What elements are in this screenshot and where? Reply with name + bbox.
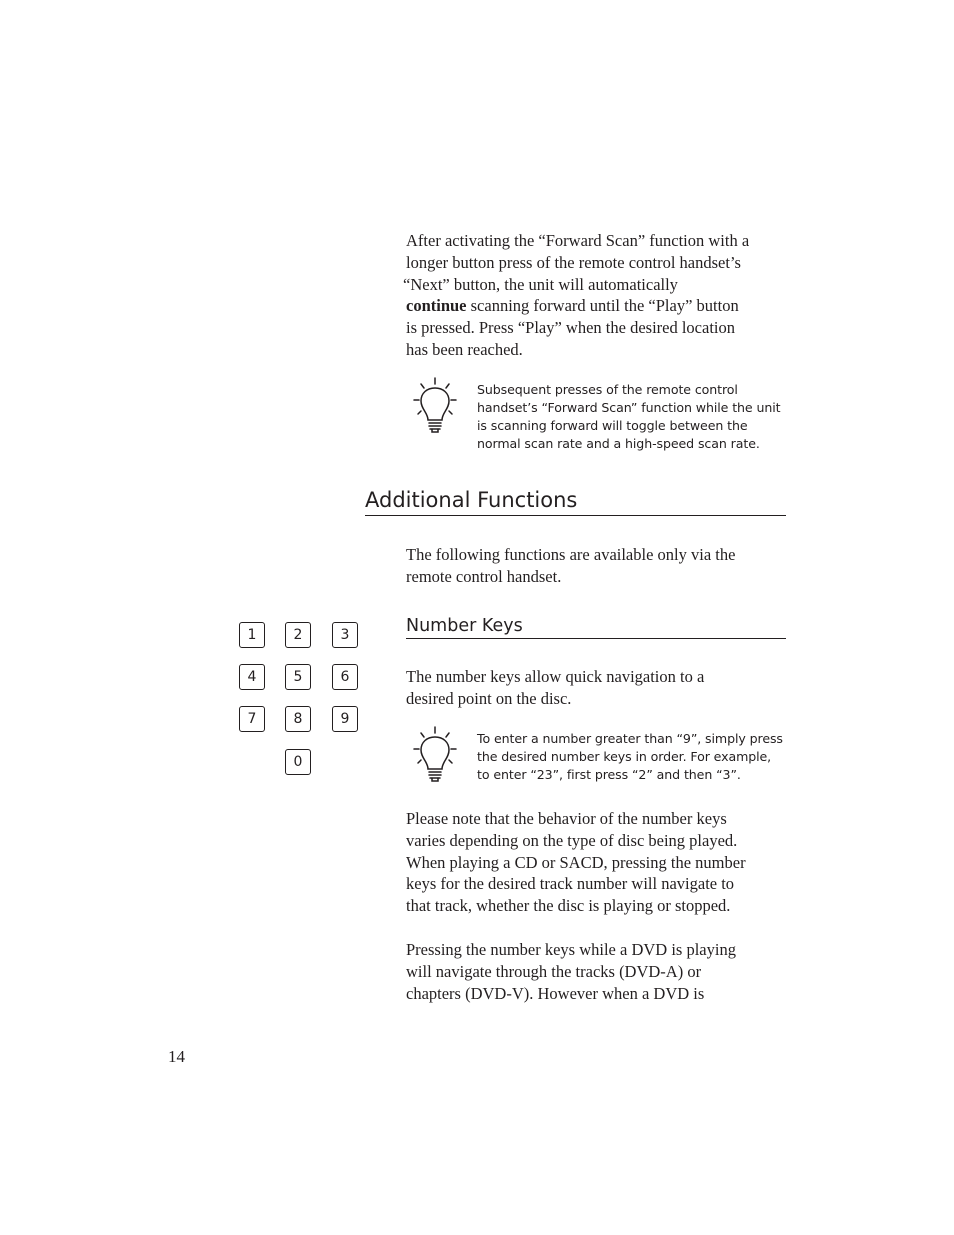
tip-line: is scanning forward will toggle between the <box>477 418 748 433</box>
intro-line: has been reached. <box>406 339 523 359</box>
number-keys-description <box>406 666 786 710</box>
tip-line: the desired number keys in order. For example, <box>477 749 772 764</box>
paragraph-line: chapters (DVD-V). However when a DVD is <box>406 983 705 1003</box>
intro-emphasis: continue <box>406 296 467 316</box>
description-line: desired point on the disc. <box>406 688 572 708</box>
key-3: 3 <box>332 622 358 648</box>
key-0: 0 <box>285 749 311 775</box>
key-6: 6 <box>332 664 358 690</box>
paragraph-line: Pressing the number keys while a DVD is playing <box>406 940 736 959</box>
subsection-heading: Number Keys <box>406 615 786 639</box>
paragraph-line: When playing a CD or SACD, pressing the number <box>406 852 746 872</box>
lightbulb-icon <box>411 725 459 785</box>
paragraph-line: Please note that the behavior of the number keys <box>406 809 727 828</box>
paragraph-line: will navigate through the tracks (DVD-A) or <box>406 961 702 981</box>
intro-line: “Next” button, the unit will automatically <box>403 274 678 294</box>
tip-note <box>477 381 787 453</box>
section-intro-line: The following functions are available only via the <box>406 545 736 564</box>
intro-paragraph <box>403 230 786 361</box>
behavior-paragraph <box>406 808 786 917</box>
section-intro <box>406 544 786 588</box>
intro-line: is pressed. Press “Play” when the desired location <box>406 318 736 338</box>
lightbulb-icon <box>411 376 459 436</box>
key-4: 4 <box>239 664 265 690</box>
paragraph-line: varies depending on the type of disc being played. <box>406 830 738 850</box>
intro-line: scanning forward until the “Play” button <box>466 296 739 316</box>
paragraph-line: keys for the desired track number will navigate to <box>406 874 735 894</box>
tip-line: handset’s “Forward Scan” function while the unit <box>477 400 781 415</box>
key-8: 8 <box>285 706 311 732</box>
section-heading: Additional Functions <box>365 487 786 516</box>
tip-line: Subsequent presses of the remote control <box>477 382 738 397</box>
paragraph-line: that track, whether the disc is playing or stopped. <box>406 896 731 916</box>
tip-line: normal scan rate and a high-speed scan rate. <box>477 436 760 451</box>
key-5: 5 <box>285 664 311 690</box>
key-9: 9 <box>332 706 358 732</box>
key-7: 7 <box>239 706 265 732</box>
section-intro-line: remote control handset. <box>406 566 562 586</box>
key-1: 1 <box>239 622 265 648</box>
tip-line: to enter “23”, first press “2” and then “3”. <box>477 767 741 782</box>
tip-note <box>477 730 787 784</box>
tip-line: To enter a number greater than “9”, simply press <box>477 731 783 746</box>
dvd-paragraph <box>406 939 786 1004</box>
key-2: 2 <box>285 622 311 648</box>
intro-line: longer button press of the remote control handset’s <box>406 252 741 272</box>
page-number: 14 <box>168 1047 185 1066</box>
description-line: The number keys allow quick navigation to a <box>406 667 705 686</box>
intro-line: After activating the “Forward Scan” function with a <box>406 231 750 250</box>
